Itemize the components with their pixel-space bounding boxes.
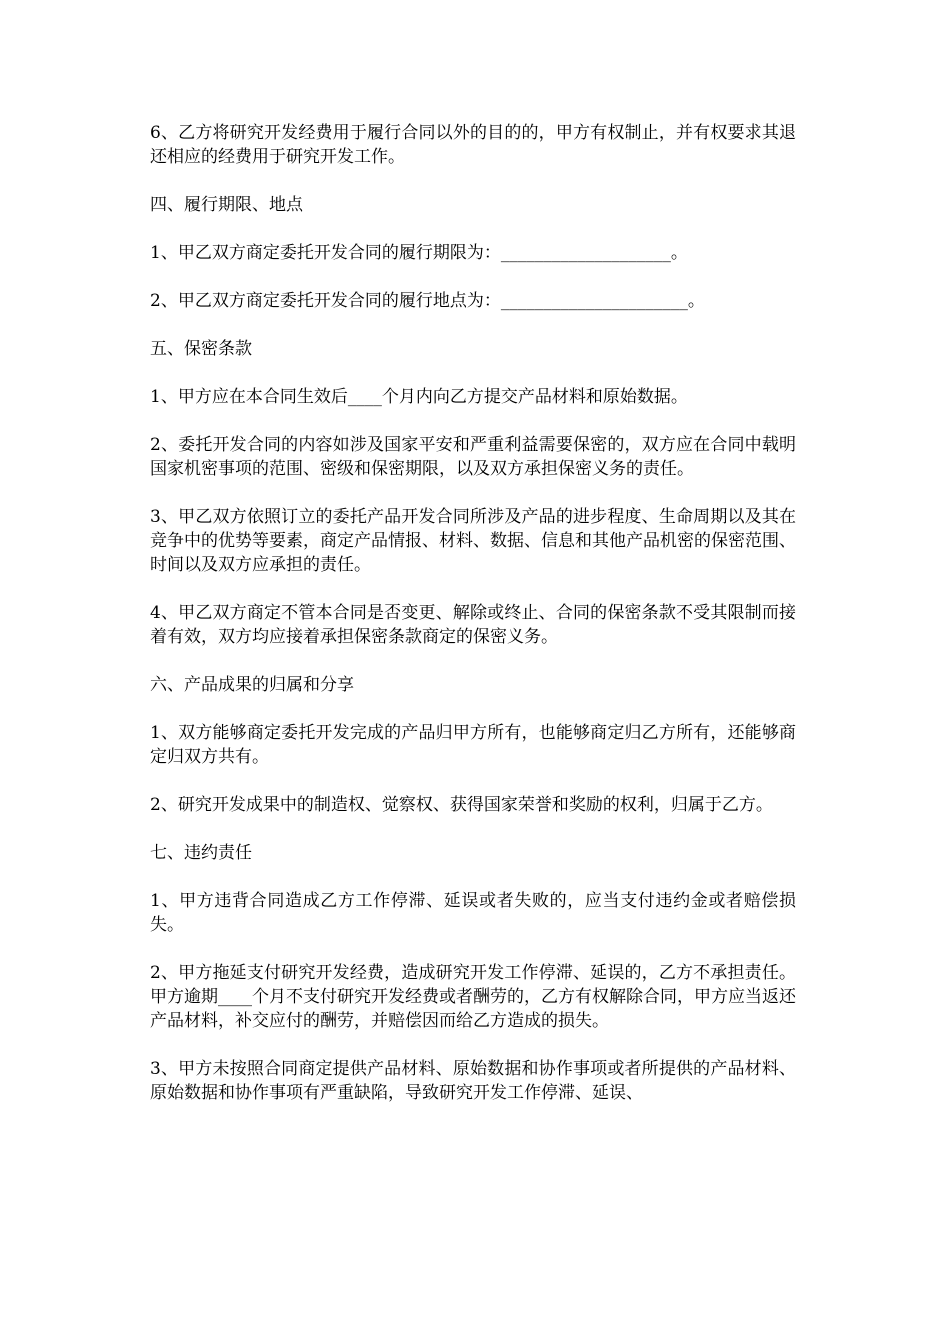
paragraph-clause-3-6: 6、乙方将研究开发经费用于履行合同以外的目的的，甲方有权制止，并有权要求其退还相应的经费用于研究开发工作。 xyxy=(150,123,796,167)
paragraph-clause-4-2: 2、甲乙双方商定委托开发合同的履行地点为：______________________。 xyxy=(150,291,705,311)
section-heading-6: 六、产品成果的归属和分享 xyxy=(150,675,354,695)
paragraph-clause-5-2: 2、委托开发合同的内容如涉及国家平安和严重利益需要保密的，双方应在合同中载明国家机密事项的范围、密级和保密期限，以及双方承担保密义务的责任。 xyxy=(150,435,796,479)
paragraph-clause-7-1: 1、甲方违背合同造成乙方工作停滞、延误或者失败的，应当支付违约金或者赔偿损失。 xyxy=(150,891,796,935)
section-heading-7: 七、违约责任 xyxy=(150,843,252,863)
paragraph-clause-7-3: 3、甲方未按照合同商定提供产品材料、原始数据和协作事项或者所提供的产品材料、原始数据和协作事项有严重缺陷，导致研究开发工作停滞、延误、 xyxy=(150,1059,796,1103)
paragraph-clause-7-2: 2、甲方拖延支付研究开发经费，造成研究开发工作停滞、延误的，乙方不承担责任。甲方逾期____个月不支付研究开发经费或者酬劳的，乙方有权解除合同，甲方应当返还产品材料，补交应付的酬劳，并赔偿因而给乙方造成的损失。 xyxy=(150,963,796,1031)
paragraph-clause-5-4: 4、甲乙双方商定不管本合同是否变更、解除或终止、合同的保密条款不受其限制而接着有效，双方均应接着承担保密条款商定的保密义务。 xyxy=(150,603,796,647)
section-heading-5: 五、保密条款 xyxy=(150,339,252,359)
paragraph-clause-5-3: 3、甲乙双方依照订立的委托产品开发合同所涉及产品的进步程度、生命周期以及其在竞争中的优势等要素，商定产品情报、材料、数据、信息和其他产品机密的保密范围、时间以及双方应承担的责任。 xyxy=(150,507,796,575)
paragraph-clause-6-2: 2、研究开发成果中的制造权、觉察权、获得国家荣誉和奖励的权利，归属于乙方。 xyxy=(150,795,773,815)
document-page xyxy=(150,121,796,1129)
paragraph-clause-5-1: 1、甲方应在本合同生效后____个月内向乙方提交产品材料和原始数据。 xyxy=(150,387,688,407)
section-heading-4: 四、履行期限、地点 xyxy=(150,195,303,215)
paragraph-clause-4-1: 1、甲乙双方商定委托开发合同的履行期限为：____________________。 xyxy=(150,243,688,263)
paragraph-clause-6-1: 1、双方能够商定委托开发完成的产品归甲方所有，也能够商定归乙方所有，还能够商定归双方共有。 xyxy=(150,723,796,767)
